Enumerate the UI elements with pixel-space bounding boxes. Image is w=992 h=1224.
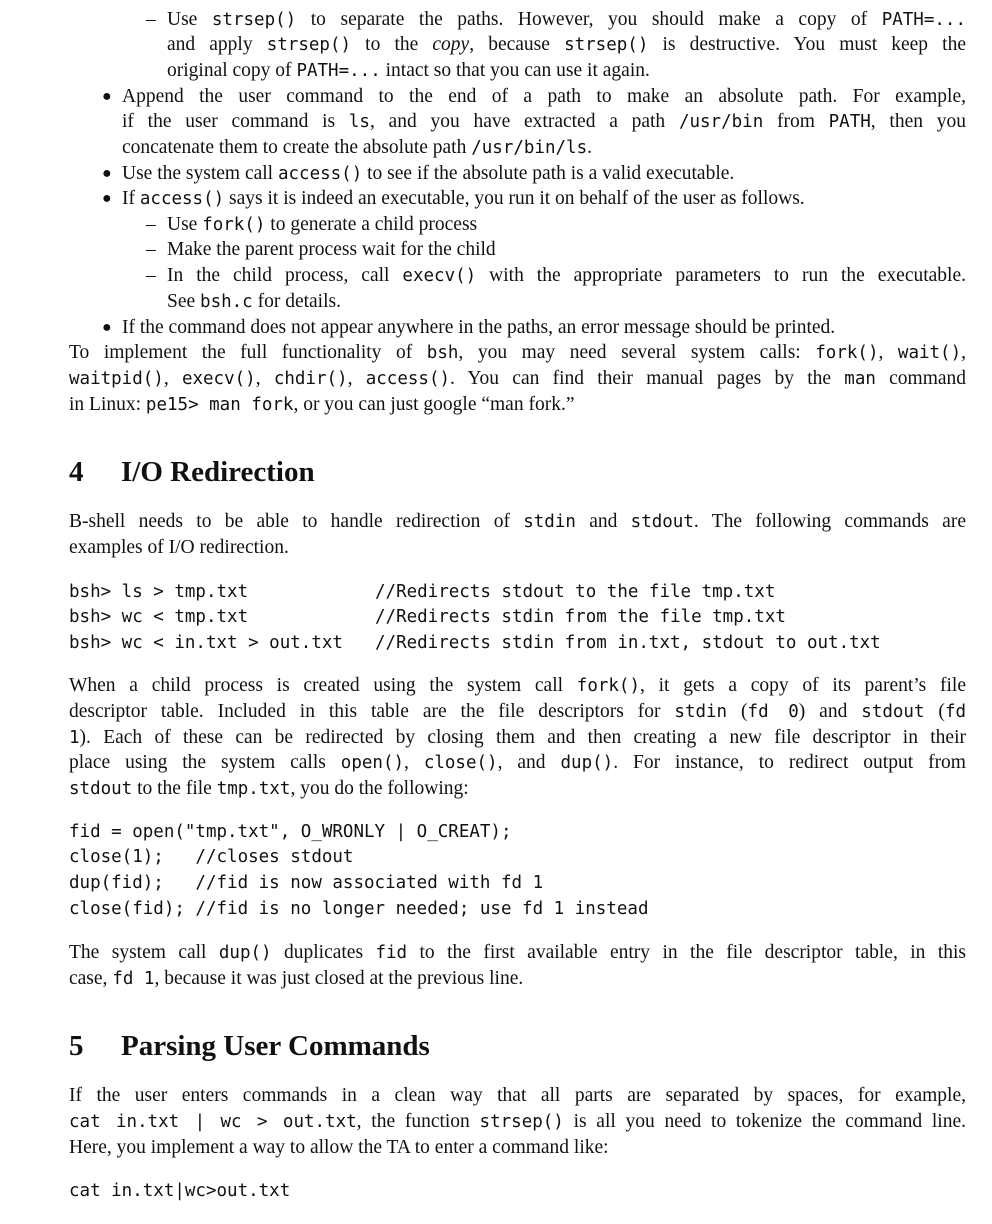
bullet-marker: ● xyxy=(102,88,112,105)
dash-marker: – xyxy=(146,9,156,30)
code-line: bsh> wc < in.txt > out.txt xyxy=(69,633,343,653)
bullet-append-line2: if the user command is ls, and you have extracted a path /usr/bin from PATH, then you xyxy=(122,111,966,132)
sub-item-fork: Use fork() to generate a child process xyxy=(167,214,478,235)
bullet-access: Use the system call access() to see if the absolute path is a valid executable. xyxy=(122,163,735,184)
sub-item-wait: Make the parent process wait for the child xyxy=(167,239,496,260)
para-fork-line4: place using the system calls open(), close(), and dup(). For instance, to redirect output from xyxy=(69,752,966,773)
dash-marker: – xyxy=(146,239,156,260)
dash-marker: – xyxy=(146,265,156,286)
sub-item-strsep-line2: and apply strsep() to the copy, because strsep() is destructive. You must keep the xyxy=(167,34,966,55)
section-heading: 4 I/O Redirection xyxy=(69,456,315,488)
code-line: close(fid); //fid is no longer needed; use fd 1 instead xyxy=(69,899,649,919)
bullet-marker: ● xyxy=(102,319,112,336)
bullet-append-line3: concatenate them to create the absolute path /usr/bin/ls. xyxy=(122,137,592,158)
bullet-executable: If access() says it is indeed an executable, you run it on behalf of the user as follows. xyxy=(122,188,805,209)
para-fork-line5: stdout to the file tmp.txt, you do the following: xyxy=(69,778,469,799)
para-fork-line2: descriptor table. Included in this table are the file descriptors for stdin (fd 0) and stdout (fd xyxy=(69,701,967,722)
bullet-error-message: If the command does not appear anywhere in the paths, an error message should be printed. xyxy=(122,317,836,338)
para-fork-line1: When a child process is created using the system call fork(), it gets a copy of its parent’s file xyxy=(69,675,966,696)
sub-item-strsep-line3: original copy of PATH=... intact so that you can use it again. xyxy=(167,60,650,81)
sub-item-execv-line1: In the child process, call execv() with the appropriate parameters to run the executable. xyxy=(167,265,966,286)
bullet-marker: ● xyxy=(102,190,112,207)
bullet-append-line1: Append the user command to the end of a path to make an absolute path. For example, xyxy=(122,86,966,107)
code-line: bsh> wc < tmp.txt xyxy=(69,607,249,627)
sub-item-strsep-line1: Use strsep() to separate the paths. However, you should make a copy of PATH=... xyxy=(167,9,966,30)
section5-para-line3: Here, you implement a way to allow the TA to enter a command like: xyxy=(69,1137,609,1158)
section4-intro-line2: examples of I/O redirection. xyxy=(69,537,289,558)
code-line: fid = open("tmp.txt", O_WRONLY | O_CREAT); xyxy=(69,822,512,842)
para-syscalls-line2: waitpid(), execv(), chdir(), access(). You can find their manual pages by the man command xyxy=(69,368,967,389)
section4-intro-line1: B-shell needs to be able to handle redirection of stdin and stdout. The following commands are xyxy=(69,511,966,532)
section-heading: 5 Parsing User Commands xyxy=(69,1030,430,1062)
code-line: close(1); //closes stdout xyxy=(69,847,354,867)
code-line: cat in.txt|wc>out.txt xyxy=(69,1181,291,1201)
bullet-marker: ● xyxy=(102,165,112,182)
code-comment: //Redirects stdout to the file tmp.txt xyxy=(375,582,776,602)
para-dup-line1: The system call dup() duplicates fid to the first available entry in the file descriptor table, in this xyxy=(69,942,967,963)
code-line: bsh> ls > tmp.txt xyxy=(69,582,249,602)
para-syscalls-line1: To implement the full functionality of bsh, you may need several system calls: fork(), wait(), xyxy=(69,342,966,363)
code-comment: //Redirects stdin from the file tmp.txt xyxy=(375,607,786,627)
sub-item-execv-line2: See bsh.c for details. xyxy=(167,291,341,312)
section5-para-line1: If the user enters commands in a clean way that all parts are separated by spaces, for example, xyxy=(69,1085,966,1106)
para-syscalls-line3: in Linux: pe15> man fork, or you can just google “man fork.” xyxy=(69,394,575,415)
para-fork-line3: 1). Each of these can be redirected by closing them and then creating a new file descriptor in their xyxy=(69,727,966,748)
code-line: dup(fid); //fid is now associated with fd 1 xyxy=(69,873,544,893)
code-comment: //Redirects stdin from in.txt, stdout to out.txt xyxy=(375,633,881,653)
para-dup-line2: case, fd 1, because it was just closed at the previous line. xyxy=(69,968,524,989)
section5-para-line2: cat in.txt | wc > out.txt, the function strsep() is all you need to tokenize the command line. xyxy=(69,1111,967,1132)
dash-marker: – xyxy=(146,214,156,235)
